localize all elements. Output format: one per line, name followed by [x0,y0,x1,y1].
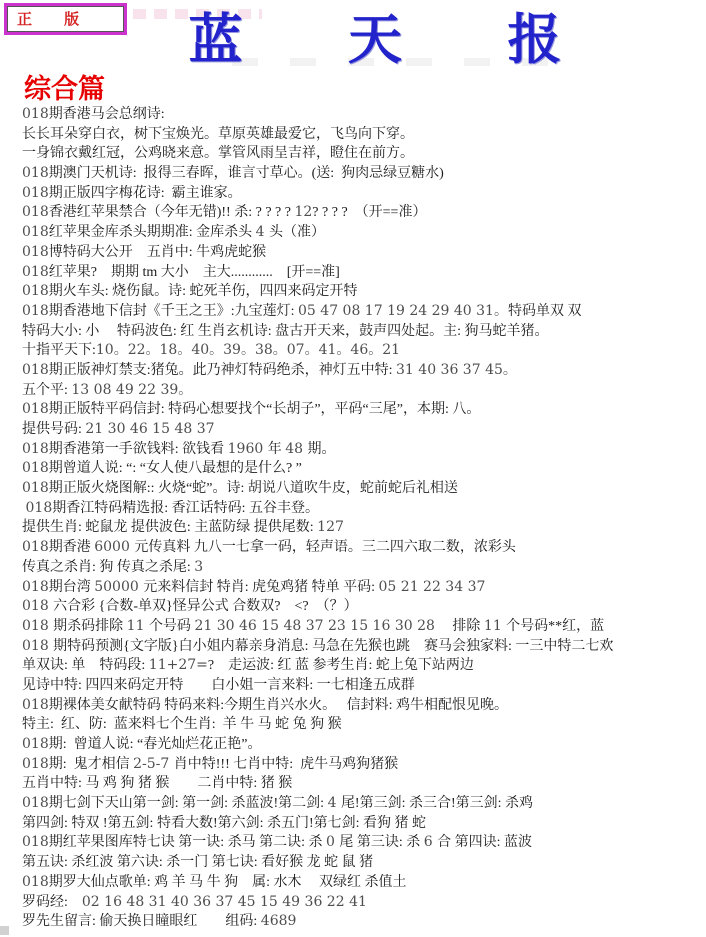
text-line: 018期香港第一手欲钱料: 欲钱看 1960 年 48 期。 [22,440,336,457]
text-line: 罗码经: 02 16 48 31 40 36 37 45 15 49 36 22 41 [22,893,367,910]
corner-scan-artifact [0,926,9,935]
text-line: 018期香港马会总纲诗: [22,106,165,122]
text-line: 018期七剑下天山第一剑: 第一剑: 杀蓝波!第二剑: 4 尾!第三剑: 杀三合!第三剑: 杀鸡 [22,795,534,812]
text-line: 018 期杀码排除 11 个号码 21 30 46 15 48 37 23 15 16 30 28 排除 11 个号码**红，蓝 [22,617,605,634]
text-line: 特码大小: 小 特码波色: 红 生肖玄机诗: 盘古开天来，鼓声四处起。主: 狗马蛇羊猪。 [22,323,549,339]
text-line: 018 六合彩 {合数-单双}怪异公式 合数双? <? （？） [22,598,358,615]
text-line: 第五诀: 杀红波 第六诀: 杀一门 第七诀: 看好猴 龙 蛇 鼠 猪 [22,855,374,871]
text-line: 018期曾道人说: “: “女人使八最想的是什么? ” [22,460,302,477]
text-line: 018红苹果? 期期 tm 大小 主大............ [开==准] [22,263,340,280]
text-line: 018期正版火烧图解:: 火烧“蛇”。诗: 胡说八道吹牛皮，蛇前蛇后礼相送 [22,480,458,497]
text-line: 传真之杀肖: 狗 传真之杀尾: 3 [22,558,204,575]
text-line: 第四剑: 特双 !第五剑: 特看大数!第六剑: 杀五门!第七剑: 看狗 猪 蛇 [22,815,427,831]
text-line: 018期正版神灯禁支:猪兔。此乃神灯特码绝杀，神灯五中特: 31 40 36 37 45。 [22,361,517,378]
text-line: 一身锦衣戴红冠，公鸡晓来意。掌管风雨呈吉祥，瞪住在前方。 [22,146,414,162]
text-line: 018期罗大仙点歌单: 鸡 羊 马 牛 狗 属: 水木 双绿红 杀值土 [22,873,407,890]
text-line: 018期澳门天机诗: 报得三春晖，谁言寸草心。(送: 狗肉忌绿豆糖水) [22,165,444,182]
page-title: 蓝 天 报 [188,10,562,70]
text-line: 018期: 鬼才相信 2-5-7 肖中特!!! 七肖中特: 虎牛马鸡狗猪猴 [22,755,399,772]
text-line: 018期香港地下信封《千王之王》:九宝莲灯: 05 47 08 17 19 24 29 40 31。特码单双 双 [22,302,582,319]
authenticity-badge-label: 正 版 [7,6,124,32]
text-line: 018 期特码预测{文字版}白小姐内幕亲身消息: 马急在先猴也跳 赛马会独家料: 一三中特二七欢 [22,637,614,654]
text-line: 018期正版四字梅花诗: 霸主谁家。 [22,184,242,201]
text-line: 018红苹果金库杀头期期准: 金库杀头 4 头（准） [22,224,325,241]
text-line: 018期红苹果图库特七诀 第一诀: 杀马 第二诀: 杀 0 尾 第三诀: 杀 6 合 第四诀: 蓝波 [22,834,533,851]
text-line: 018期正版特平码信封: 特码心想要找个“长胡子”，平码“三尾”，本期: 八。 [22,401,481,418]
text-line: 提供号码: 21 30 46 15 48 37 [22,421,215,437]
text-line: 018香港红苹果禁合（今年无错)!! 杀: ? ? ? ? 12? ? ? ? （开==准） [22,204,427,221]
text-line: 长长耳朵穿白衣，树下宝焕光。草原英雄最爱它，飞鸟向下穿。 [22,126,414,142]
text-line: 十指平天下:10。22。18。40。39。38。07。41。46。21 [22,342,401,359]
text-line: 五肖中特: 马 鸡 狗 猪 猴 二肖中特: 猪 猴 [22,776,293,792]
text-line: 五个平: 13 08 49 22 39。 [22,381,193,398]
text-line: 018期香港 6000 元传真料 九八一七拿一码，轻声语。三二四六取二数，浓彩头 [22,539,516,556]
text-line: 提供生肖: 蛇鼠龙 提供波色: 主蓝防绿 提供尾数: 127 [22,519,344,536]
section-heading: 综合篇 [24,74,105,104]
text-line: 单双诀: 单 特码段: 11+27=? 走运波: 红 蓝 参考生肖: 蛇上兔下站两边 [22,657,474,674]
text-line: 018期火车头: 烧伤鼠。诗: 蛇死羊伤，四四来码定开特 [22,283,358,300]
content-lines [22,105,704,932]
text-line: 特主: 红、防: 蓝来料七个生肖: 羊 牛 马 蛇 兔 狗 猴 [22,717,342,733]
text-line: 罗先生留言: 偷天换日瞳眼红 组码: 4689 [22,913,297,930]
text-line: 见诗中特: 四四来码定开特 白小姐一言来料: 一七相逢五成群 [22,677,415,693]
text-line: 018期台湾 50000 元来料信封 特肖: 虎兔鸡猪 特单 平码: 05 21 22 34 37 [22,578,486,595]
text-line: 018期: 曾道人说: “春光灿烂花正艳”。 [22,736,262,752]
text-line: 018博特码大公开 五肖中: 牛鸡虎蛇猴 [22,243,267,260]
text-line: 018期裸体美女献特码 特码来料:今期生肖兴水火。 信封料: 鸡牛相配恨见晚。 [22,696,509,713]
text-line: 018期香江特码精选报: 香江话特码: 五谷丰登。 [25,499,320,516]
